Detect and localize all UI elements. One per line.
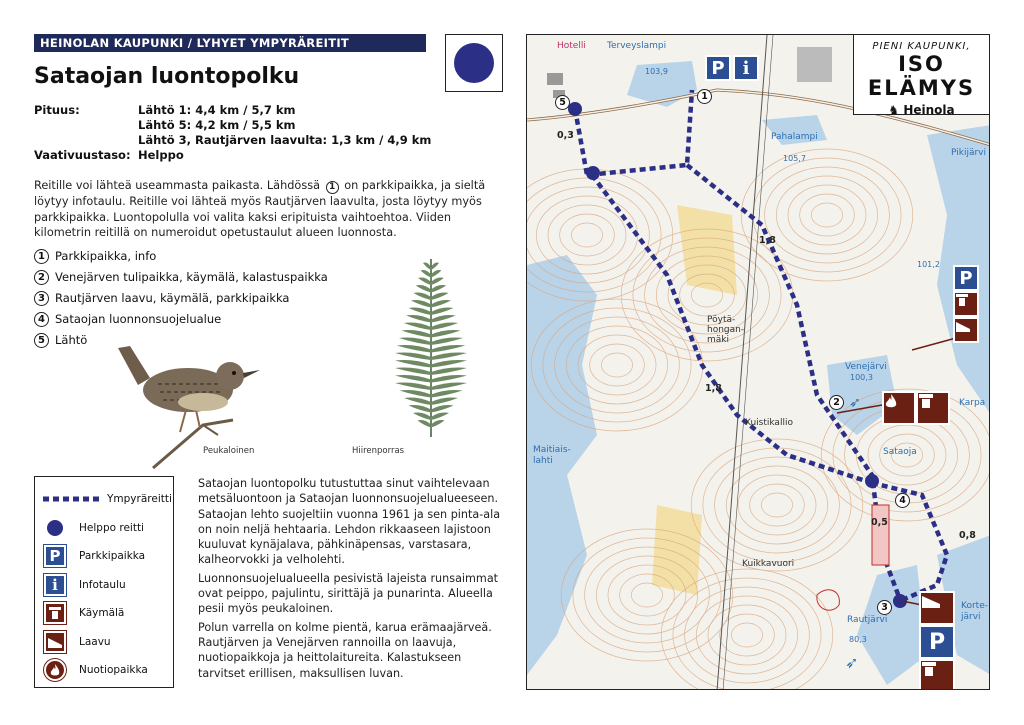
map-label: 80,3	[849, 635, 867, 644]
length-line: Lähtö 5: 4,2 km / 5,5 km	[138, 118, 296, 132]
shelter-icon	[953, 317, 979, 343]
map-label: Pöytä- hongan- mäki	[707, 315, 745, 345]
map-point-1: 1	[697, 89, 712, 104]
point-number: 4	[34, 312, 49, 327]
legend-item	[43, 656, 165, 685]
body-text	[198, 476, 510, 684]
map-label: Pahalampi	[771, 132, 818, 142]
length-line: Lähtö 1: 4,4 km / 5,7 km	[138, 103, 296, 117]
list-item	[34, 246, 328, 267]
parking-icon: P	[953, 265, 979, 291]
map-point-2: 2	[829, 395, 844, 410]
intro-before: Reitille voi lähteä useammasta paikasta. Lähdössä	[34, 179, 321, 192]
brand-line: ISO ELÄMYS	[867, 52, 976, 100]
map-label: Kuistikallio	[745, 418, 793, 428]
map-label: Terveyslampi	[607, 41, 667, 51]
length-line: Lähtö 3, Rautjärven laavulta: 1,3 km / 4,9 km	[138, 133, 432, 147]
list-item	[34, 267, 328, 288]
legend-label: Nuotiopaikka	[79, 664, 148, 677]
shelter-icon	[44, 631, 66, 653]
distance-label: 1,8	[705, 383, 722, 394]
nature-reserve-area	[872, 505, 889, 565]
map-point-5: 5	[555, 95, 570, 110]
legend-item	[43, 599, 165, 628]
map-label: 105,7	[783, 154, 806, 163]
fire-icon	[44, 659, 66, 681]
header-bar: HEINOLAN KAUPUNKI / LYHYET YMPYRÄREITIT	[34, 34, 426, 52]
length-label: Pituus:	[34, 103, 80, 117]
map-label: Pikijärvi	[951, 148, 986, 158]
point-number: 3	[34, 291, 49, 306]
dashed-route-icon	[43, 488, 99, 510]
toilet-icon	[44, 602, 66, 624]
map-label: Sataoja	[883, 447, 917, 457]
info-icon: i	[733, 55, 759, 81]
legend-item	[43, 485, 172, 514]
parking-icon: P	[919, 625, 955, 659]
route-start-dot	[568, 102, 582, 116]
list-item	[34, 288, 328, 309]
info-icon: i	[44, 574, 66, 596]
legend-item	[43, 542, 165, 571]
distance-label: 0,8	[959, 530, 976, 541]
route-junction-dot	[586, 166, 600, 180]
brand-heinola: ♞ Heinola	[888, 103, 955, 117]
body-paragraph: Sataojan luontopolku tutustuttaa sinut vaihtelevaan metsäluontoon ja Sataojan luonnonsuojelualueeseen. Sataojan lehto suojeltiin vuonna 1961 ja sen pinta-ala on noin neljä hehtaaria. Lehdon rikkaaseen lajistoon kuuluvat kynäjalava, pähkinäpensas, varstasara, kalheorvokki ja velholehti.	[198, 477, 501, 567]
point-number: 2	[34, 270, 49, 285]
point-number: 1	[326, 181, 339, 194]
list-item	[34, 309, 328, 330]
legend-label: Parkkipaikka	[79, 550, 146, 563]
intro-text	[34, 178, 506, 241]
map-point-3: 3	[877, 600, 892, 615]
legend-item	[43, 571, 165, 600]
toilet-icon	[953, 291, 979, 317]
toilet-icon	[916, 391, 950, 425]
distance-label: 1,8	[759, 235, 776, 246]
map-legend	[34, 476, 174, 688]
point-number: 5	[34, 333, 49, 348]
bird-caption: Peukaloinen	[203, 446, 255, 456]
map-label: Karpa	[959, 398, 986, 408]
point-label: Sataojan luonnonsuojelualue	[55, 312, 222, 326]
route-dot-icon	[454, 43, 494, 83]
legend-item	[43, 628, 165, 657]
route-junction-dot	[865, 474, 879, 488]
toilet-icon	[919, 659, 955, 690]
point-number: 1	[34, 249, 49, 264]
map-label: Venejärvi	[845, 362, 887, 372]
map-label: Hotelli	[557, 41, 586, 51]
shelter-icon	[919, 591, 955, 625]
heinola-emblem-icon: ♞	[888, 103, 904, 117]
intro-after: on parkkipaikka, ja sieltä löytyy infotaulu. Reitille voi lähteä myös Rautjärven laavulta, josta löytyy myös parkkipaikka. Luontopolulla voi valita kaksi eripituista vaihtoehtoa. Viiden kilometrin reitillä on numeroidut opetustaulut alueen luonnosta.	[34, 179, 486, 240]
map-label: Kuikkavuori	[742, 559, 795, 569]
dot-icon	[43, 517, 67, 539]
legend-label: Laavu	[79, 635, 111, 648]
body-paragraph: Polun varrella on kolme pientä, karua erämaajärveä. Rautjärven ja Venejärven rannoilla on laavuja, nuotiopaikkoja ja heittolaitureita. Kalastukseen tarvitset erillisen, maksullisen luvan.	[198, 620, 492, 680]
legend-label: Helppo reitti	[79, 521, 144, 534]
legend-label: Infotaulu	[79, 578, 126, 591]
brand-logo	[853, 35, 989, 115]
page-title: Sataojan luontopolku	[34, 64, 300, 89]
fern-caption: Hiirenporras	[352, 446, 405, 456]
parking-icon: P	[705, 55, 731, 81]
map-label: 100,3	[850, 373, 873, 382]
distance-label: 0,3	[557, 130, 574, 141]
parking-icon: P	[44, 545, 66, 567]
legend-label: Käymälä	[79, 607, 125, 620]
route-facts	[34, 103, 431, 163]
fish-icon: ➶	[845, 653, 859, 672]
point-label: Venejärven tulipaikka, käymälä, kalastuspaikka	[55, 270, 328, 284]
point-label: Parkkipaikka, info	[55, 249, 157, 263]
point-label: Lähtö	[55, 333, 88, 347]
legend-item	[43, 514, 165, 543]
power-line	[717, 35, 767, 690]
points-list	[34, 246, 328, 351]
body-paragraph: Luonnonsuojelualueella pesivistä lajeista runsaimmat ovat peippo, pajulintu, sirittäjä ja punarinta. Alueella pesii myös peukaloinen.	[198, 571, 499, 616]
distance-label: 0,5	[871, 517, 888, 528]
map-label: 103,9	[645, 67, 668, 76]
fire-icon	[882, 391, 916, 425]
route-marker-box	[445, 34, 503, 92]
legend-label: Ympyräreitti	[107, 493, 172, 506]
point-label: Rautjärven laavu, käymälä, parkkipaikka	[55, 291, 290, 305]
map-label: 101,2	[917, 260, 940, 269]
difficulty-label: Vaativuustaso:	[34, 148, 131, 162]
brand-line: PIENI KAUPUNKI,	[872, 41, 971, 52]
map-label: Rautjärvi	[847, 615, 888, 625]
map-label: Korte- järvi	[961, 601, 988, 622]
difficulty-value: Helppo	[138, 148, 184, 162]
trail-map[interactable]	[526, 34, 990, 690]
fish-icon: ➶	[849, 395, 861, 411]
fern-illustration	[390, 255, 472, 440]
map-point-4: 4	[895, 493, 910, 508]
map-label: Maitiais- lahti	[533, 445, 571, 466]
